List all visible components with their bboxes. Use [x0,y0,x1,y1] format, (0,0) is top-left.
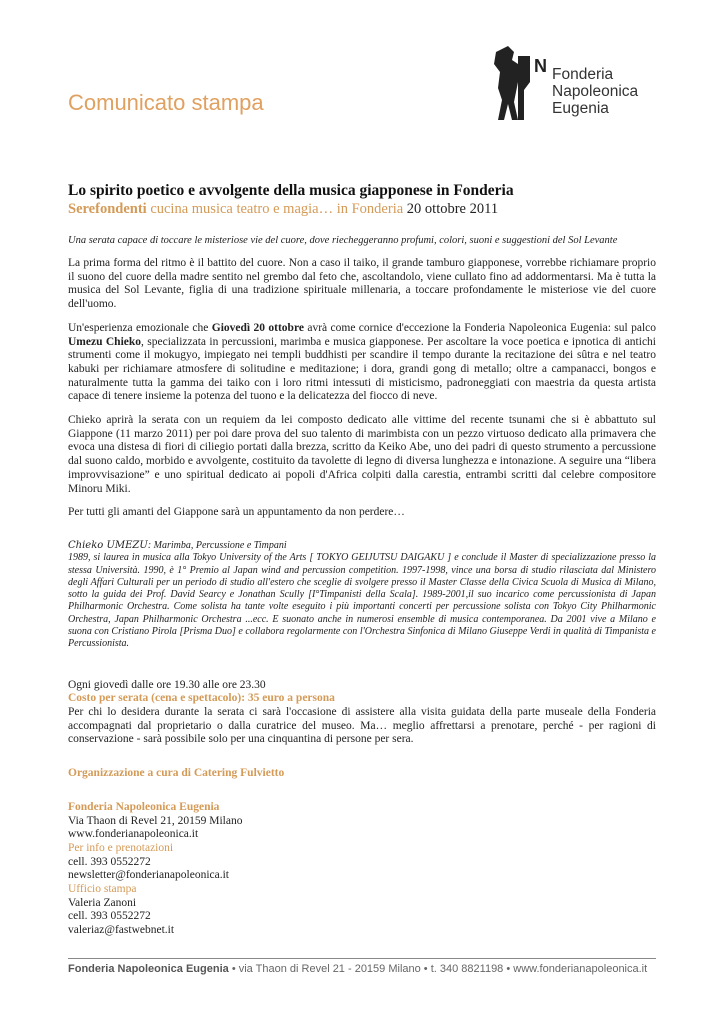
booking-email[interactable]: newsletter@fonderianapoleonica.it [68,869,229,882]
paragraph-2-part-e: , specializzata in percussioni, marimba e musica giapponese. Per ascoltare la voce poetica e ipnotica di antichi strumenti come il mokugyo, impiegato nei templi buddhisti per scandire il tempo durante la recitazione dei sûtra e nel teatro kabuki per richiamare atmosfere di solitudine e meditazione; i dora, grandi gong di metallo; oltre a campanacci, bongos e naturalmente tutta la gamma dei taiko con i loro ritmi intessuti di misticismo, padroneggiati con maestria da questa artista capace di tenere insieme la potenza del tuono e la delicatezza del fiocco di neve. [68,335,656,403]
spacer [68,781,656,791]
press-contact-email[interactable]: valeriaz@fastwebnet.it [68,924,175,937]
paragraph-1: La prima forma del ritmo è il battito del cuore. Non a caso il taiko, il grande tamburo giapponese, vorrebbe richiamare proprio il suono del cuore della madre sentito nel grembo dal feto che, ascoltandolo, viene cullato fino ad addormentarsi. Ma è tutta la musica del Sol Levante, figlia di una tradizione spirituale millenaria, a toccare profondamente le misteriose vie del cuore dell'uomo. [68,257,656,311]
main-content [68,182,656,938]
artist-role: : Marimba, Percussione e Timpani [147,539,287,551]
subheadline [68,200,656,218]
event-tagline: cucina musica teatro e magia… in Fonderia [150,201,404,217]
footer-details: • via Thaon di Revel 21 - 20159 Milano • t. 340 8821198 • www.fonderianapoleonica.it [228,963,648,975]
footer-name: Fonderia Napoleonica Eugenia [68,963,229,975]
horse-logo-icon [490,42,548,122]
logo-wordmark [552,66,638,117]
logo-line-2: Napoleonica [552,83,639,100]
artist-bio-text: 1989, si laurea in musica alla Tokyo University of the Arts [ TOKYO GEIJUTSU DAIGAKU ] e conclude il Master di specializzazione presso la stessa Università. 1990, è 1° Premio al Japan wind and percussion competition. 1997-1998, vince una borsa di studio rilasciata dal Ministero degli Affari Culturali per un periodo di studio all'estero che sceglie di svolgere presso il Master Classe della Civica Scuola di Musica di Milano, sotto la guida dei Prof. David Searcy e Jonathan Scully [I°Timpanisti della Scala]. 1989-2001,il suo incarico come percussionista di Japan Philharmonic Orchestra. Come solista ha tante volte eseguito i più importanti concerti per percussione solista con Tokyo City Philharmonic Orchestra, Japan Philharmonic Orchestra ...ecc. E suonato anche in numerosi ensemble di musica contemporanea. Da 2001 vive a Milano e suona con Cristiano Pirola [Prisma Duo] e collabora regolarmente con l'Orchestra Sinfonica di Milano Giuseppe Verdi in qualità di Timpanista e Percussionista. [68,552,656,650]
paragraph-2-artist: Umezu Chieko [68,335,142,348]
logo-line-1: Fonderia [552,66,614,83]
contact-address: Via Thaon di Revel 21, 20159 Milano [68,814,243,827]
booking-label: Per info e prenotazioni [68,841,174,854]
brand-logo [490,42,690,122]
page-footer [68,958,656,975]
paragraph-4: Per tutti gli amanti del Giappone sarà un appuntamento da non perdere… [68,506,405,519]
press-release-title: Comunicato stampa [68,90,264,115]
contact-name: Fonderia Napoleonica Eugenia [68,800,220,813]
artist-role-line [68,540,287,551]
paragraph-3: Chieko aprirà la serata con un requiem da lei composto dedicato alle vittime del recente tsunami che si è abbattuto sul Giappone (11 marzo 2011) per poi dare prova del suo talento di marimbista con un pezzo virtuoso dedicato alla primavera che evoca una distesa di fiori di ciliegio portati dalla brezza, scritto da Keiko Abe, uno dei padri di questo strumento a percussione dal suono caldo, morbido e avvolgente, costituito da tavolette di legno di diversa lunghezza e intonazione. A seguire una “libera improvvisazione” e uno spiritual dedicato ai popoli d'Africa colpiti dalla carestia, entrambi scritti dal celebre compositore Minoru Miki. [68,414,656,495]
press-contact-name: Valeria Zanoni [68,896,137,909]
event-brand: Serefondenti [68,201,147,217]
paragraph-2 [68,322,656,404]
artist-name: Chieko UMEZU [68,539,148,551]
paragraph-2-part-a: Un'esperienza emozionale che [68,321,212,334]
logo-line-3: Eugenia [552,100,609,117]
spacer [68,530,656,540]
event-date: 20 ottobre 2011 [406,201,499,217]
cost: Costo per serata (cena e spettacolo): 35 euro a persona [68,692,335,705]
organization: Organizzazione a cura di Catering Fulvietto [68,767,285,780]
svg-text:N: N [534,56,547,76]
schedule: Ogni giovedì dalle ore 19.30 alle ore 23.30 [68,678,266,691]
spacer [68,791,656,801]
intro-text: Una serata capace di toccare le misteriose vie del cuore, dove riecheggeranno profumi, colori, suoni e suggestioni del Sol Levante [68,235,618,246]
spacer [68,757,656,767]
press-contact-phone: cell. 393 0552272 [68,910,151,923]
tour-info: Per chi lo desidera durante la serata ci sarà l'occasione di assistere alla visita guidata della parte museale della Fonderia accompagnati dal proprietario o dalla curatrice del museo. Ma… meglio affrettarsi a prenotare, perché - per ragioni di conservazione - sarà possibile solo per una cinquantina di persone per sera. [68,706,656,746]
press-office-label: Ufficio stampa [68,883,137,896]
booking-phone: cell. 393 0552272 [68,855,151,868]
contact-website[interactable]: www.fonderianapoleonica.it [68,828,199,841]
headline: Lo spirito poetico e avvolgente della musica giapponese in Fonderia [68,182,514,199]
paragraph-2-part-c: avrà come cornice d'eccezione la Fonderia Napoleonica Eugenia: sul palco [303,321,656,334]
artist-bio [68,540,656,651]
paragraph-2-date: Giovedì 20 ottobre [211,321,304,334]
